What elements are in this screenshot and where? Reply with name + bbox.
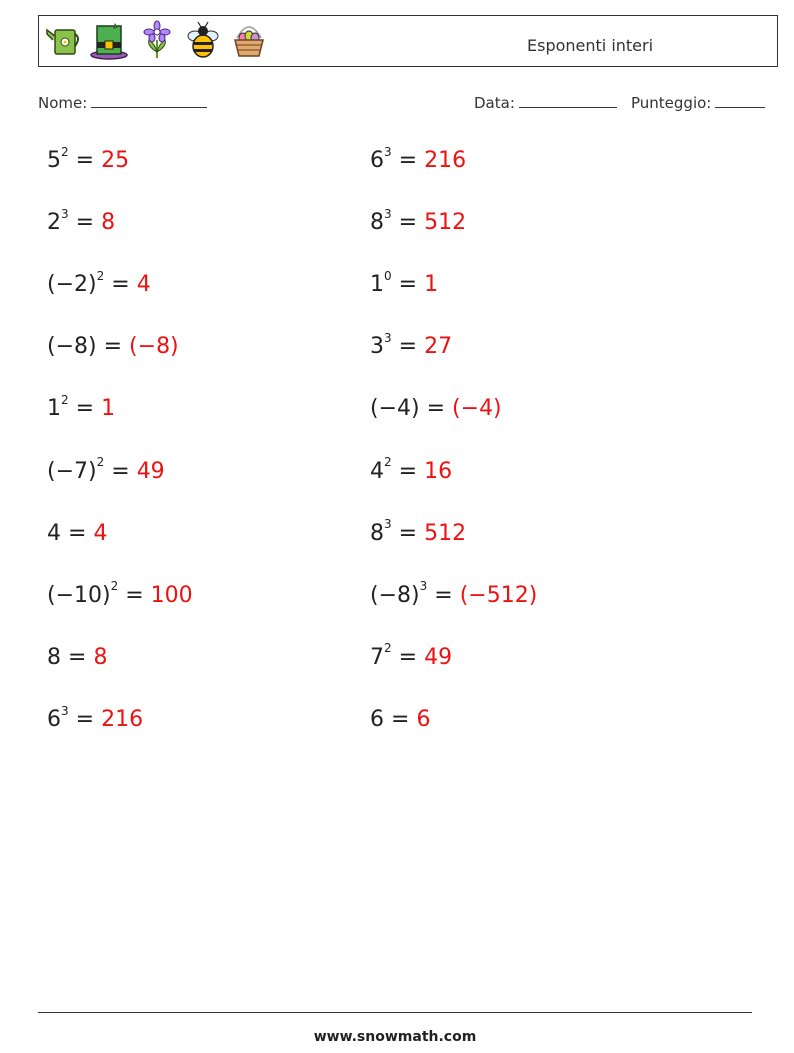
problem-base: 6: [370, 706, 384, 732]
equals-sign: =: [68, 644, 87, 670]
problem-exponent: 3: [61, 703, 69, 718]
problem-item: [47, 334, 179, 359]
problem-item: [47, 206, 116, 236]
problem-base: 5: [47, 148, 61, 173]
equals-sign: =: [75, 396, 95, 422]
equals-sign: =: [398, 644, 418, 670]
problem-exponent: 3: [61, 206, 69, 221]
equals-sign: =: [75, 148, 95, 173]
problem-exponent: 3: [419, 579, 428, 594]
problem-base: 1: [47, 396, 61, 422]
name-blank[interactable]: [91, 93, 207, 108]
problem-exponent: 3: [384, 517, 392, 532]
problem-answer: 512: [424, 210, 467, 236]
watering-can-icon: [43, 20, 83, 60]
equals-sign: =: [398, 210, 418, 236]
problem-base: 8: [370, 520, 384, 546]
problem-exponent: 2: [61, 144, 69, 159]
problem-answer: 8: [93, 644, 108, 670]
equals-sign: =: [103, 334, 123, 360]
leprechaun-hat-icon: [89, 20, 129, 60]
header-box: [38, 15, 778, 67]
problem-item: [47, 455, 165, 484]
problem-base: 4: [370, 458, 384, 484]
problem-answer: 6: [416, 706, 431, 732]
problem-answer: 216: [424, 148, 467, 173]
problem-item: [47, 268, 151, 298]
flower-icon: [137, 20, 177, 60]
footer-site: www.snowmath.com: [313, 1029, 477, 1045]
bee-icon: [183, 20, 223, 60]
problem-item: [370, 396, 502, 421]
problem-item: [370, 268, 439, 298]
problem-item: [370, 144, 467, 173]
problem-base: (−8): [47, 334, 97, 360]
problem-base: 4: [47, 520, 61, 546]
score-field: [631, 93, 765, 112]
score-label: Punteggio:: [631, 94, 712, 112]
problem-exponent: 2: [96, 268, 105, 283]
problem-exponent: 3: [384, 206, 392, 221]
problem-answer: 4: [93, 520, 108, 546]
problem-exponent: 0: [384, 268, 392, 283]
problem-item: [47, 579, 193, 608]
problem-answer: 25: [101, 148, 130, 173]
equals-sign: =: [75, 210, 95, 236]
problem-item: [370, 707, 430, 732]
equals-sign: =: [398, 272, 418, 298]
problem-base: (−4): [370, 396, 420, 422]
problem-exponent: 3: [384, 144, 392, 159]
equals-sign: =: [75, 706, 95, 732]
worksheet-title: Esponenti interi: [527, 36, 654, 55]
problem-answer: 8: [101, 210, 116, 236]
problem-base: 2: [47, 210, 61, 236]
problem-base: 3: [370, 334, 384, 360]
problem-item: [47, 645, 107, 670]
problem-answer: 27: [424, 334, 453, 360]
problem-exponent: 2: [96, 455, 105, 470]
problem-item: [47, 393, 116, 422]
problem-answer: (−512): [459, 582, 538, 608]
problem-answer: 216: [101, 706, 144, 732]
problem-answer: 16: [424, 458, 453, 484]
equals-sign: =: [111, 272, 130, 298]
problem-item: [47, 521, 107, 546]
problem-answer: 100: [150, 582, 193, 608]
problem-item: [47, 144, 130, 173]
problem-base: 8: [370, 210, 384, 236]
problem-item: [370, 579, 538, 608]
problem-base: (−10): [47, 582, 111, 608]
problem-item: [370, 455, 453, 484]
equals-sign: =: [426, 396, 446, 422]
problem-item: [370, 330, 453, 360]
problem-base: (−8): [370, 582, 420, 608]
date-blank[interactable]: [519, 93, 617, 108]
problem-item: [370, 206, 467, 236]
problem-answer: (−8): [129, 334, 179, 360]
problem-answer: 4: [136, 272, 151, 298]
name-label: Nome:: [38, 94, 88, 112]
problem-exponent: 2: [61, 393, 69, 408]
problem-answer: 49: [424, 644, 453, 670]
date-field: [474, 93, 617, 112]
score-blank[interactable]: [715, 93, 765, 108]
problem-answer: 49: [136, 458, 165, 484]
problem-base: (−7): [47, 458, 97, 484]
problem-base: 6: [370, 148, 384, 173]
problem-base: 6: [47, 706, 61, 732]
date-label: Data:: [474, 94, 515, 112]
equals-sign: =: [398, 520, 418, 546]
equals-sign: =: [398, 334, 418, 360]
equals-sign: =: [434, 582, 453, 608]
problem-item: [370, 517, 467, 546]
problem-base: 1: [370, 272, 384, 298]
problem-answer: 1: [424, 272, 439, 298]
problem-base: 7: [370, 644, 384, 670]
equals-sign: =: [398, 148, 418, 173]
problem-exponent: 2: [384, 641, 392, 656]
name-field: [38, 93, 207, 112]
equals-sign: =: [68, 520, 87, 546]
problem-item: [47, 703, 144, 732]
problem-exponent: 2: [384, 455, 392, 470]
problem-item: [370, 641, 453, 670]
problem-answer: 512: [424, 520, 467, 546]
problem-answer: 1: [101, 396, 116, 422]
problem-base: 8: [47, 644, 61, 670]
problem-exponent: 2: [110, 579, 119, 594]
problem-base: (−2): [47, 272, 97, 298]
equals-sign: =: [398, 458, 418, 484]
equals-sign: =: [111, 458, 130, 484]
equals-sign: =: [125, 582, 144, 608]
problem-answer: (−4): [452, 396, 502, 422]
problem-exponent: 3: [384, 330, 392, 345]
easter-basket-icon: [229, 20, 269, 60]
equals-sign: =: [391, 706, 410, 732]
footer-divider: [38, 1012, 752, 1013]
